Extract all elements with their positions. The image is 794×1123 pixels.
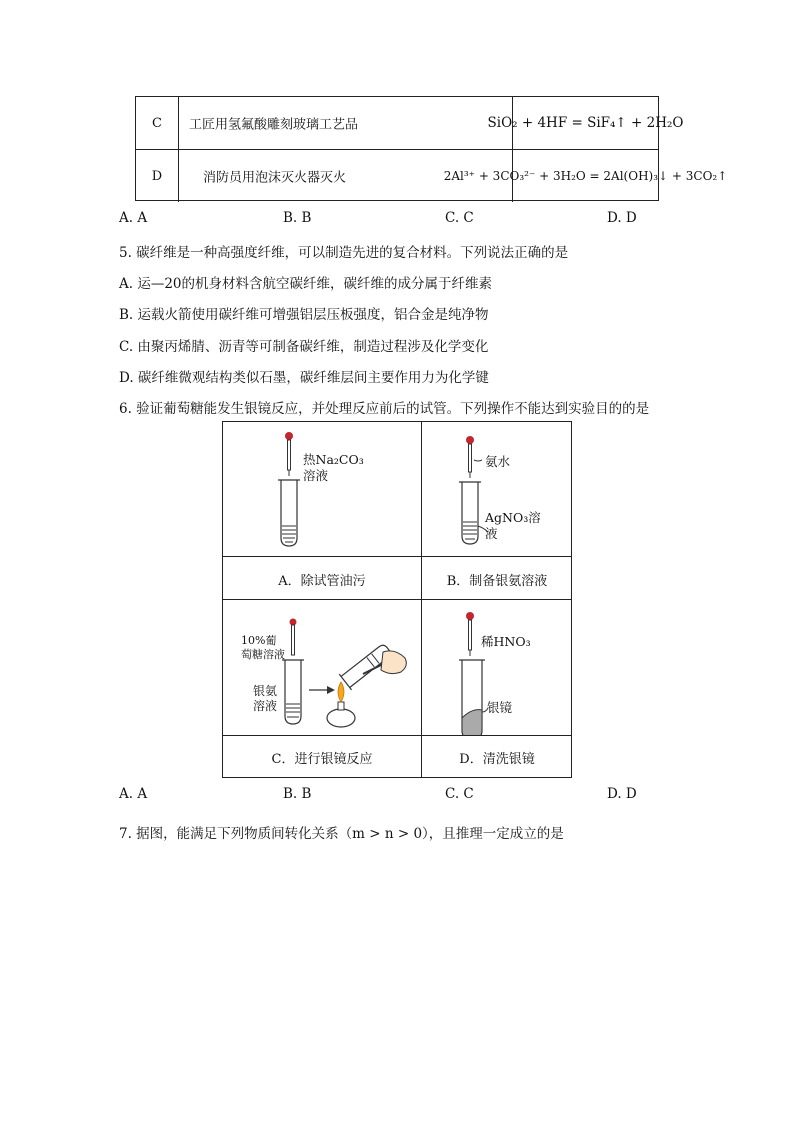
reaction-table <box>135 96 728 201</box>
question-5-option-d[interactable]: D. 碳纤维微观结构类似石墨，碳纤维层间主要作用力为化学键 <box>119 370 489 386</box>
table-row <box>136 149 728 202</box>
question-5-option-c[interactable]: C. 由聚丙烯腈、沥青等可制备碳纤维，制造过程涉及化学变化 <box>119 339 489 355</box>
question-6-stem: 6. 验证葡萄糖能发生银镜反应，并处理反应前后的试管。下列操作不能达到实验目的的是 <box>119 401 650 417</box>
equation-text: SiO₂ + 4HF = SiF₄↑ + 2H₂O <box>487 115 684 131</box>
choice-b[interactable]: B. B <box>283 210 312 226</box>
choice-c[interactable]: C. C <box>445 210 474 226</box>
choice-d[interactable]: D. D <box>607 786 637 802</box>
panel-c-caption: C．进行银镜反应 <box>271 752 373 767</box>
table-row <box>136 97 684 149</box>
panel-a-apparatus <box>223 422 421 556</box>
description-cell: 消防员用泡沫灭火器灭火 <box>178 150 513 202</box>
panel-d-label-bottom: 银镜 <box>487 700 513 715</box>
choice-a[interactable]: A. A <box>119 210 148 226</box>
option-cell: D <box>151 168 163 184</box>
panel-a-label: 热Na₂CO₃溶液 <box>303 452 364 483</box>
dropper-bulb <box>466 612 474 620</box>
panel-b-caption: B．制备银氨溶液 <box>446 574 548 589</box>
panel-a-caption: A．除试管油污 <box>278 574 366 589</box>
panel-d-caption: D．清洗银镜 <box>459 752 535 767</box>
question-5-stem: 5. 碳纤维是一种高强度纤维，可以制造先进的复合材料。下列说法正确的是 <box>119 245 569 261</box>
panel-d-label-top: 稀HNO₃ <box>481 634 531 649</box>
equation-cell <box>487 97 684 149</box>
dropper-bulb <box>466 436 474 444</box>
choice-c[interactable]: C. C <box>445 786 474 802</box>
question-5-option-a[interactable]: A. 运—20的机身材料含航空碳纤维，碳纤维的成分属于纤维素 <box>119 276 493 292</box>
panel-c-apparatus <box>223 600 421 735</box>
equation-cell <box>443 150 728 202</box>
choice-d[interactable]: D. D <box>607 210 637 226</box>
option-cell: C <box>152 115 162 131</box>
panel-c-label-top: 10%葡萄糖溶液 <box>241 634 285 661</box>
choice-b[interactable]: B. B <box>283 786 312 802</box>
equation-text: 2Al³⁺ + 3CO₃²⁻ + 3H₂O = 2Al(OH)₃↓ + 3CO₂↑ <box>443 169 728 183</box>
question-5-option-b[interactable]: B. 运载火箭使用碳纤维可增强铝层压板强度，铝合金是纯净物 <box>119 307 489 323</box>
dropper-bulb <box>285 432 293 440</box>
question-7-stem: 7. 据图，能满足下列物质间转化关系（m > n > 0），且推理一定成立的是 <box>119 826 564 842</box>
panel-c-label-bottom: 银氨溶液 <box>253 684 278 713</box>
description-cell: 工匠用氢氟酸雕刻玻璃工艺品 <box>178 97 513 149</box>
choice-a[interactable]: A. A <box>119 786 148 802</box>
experiment-table <box>222 421 572 778</box>
dropper-bulb <box>290 619 297 626</box>
panel-b-label-bottom: AgNO₃溶液 <box>485 510 541 541</box>
panel-b-label-top: 氨水 <box>485 454 511 469</box>
